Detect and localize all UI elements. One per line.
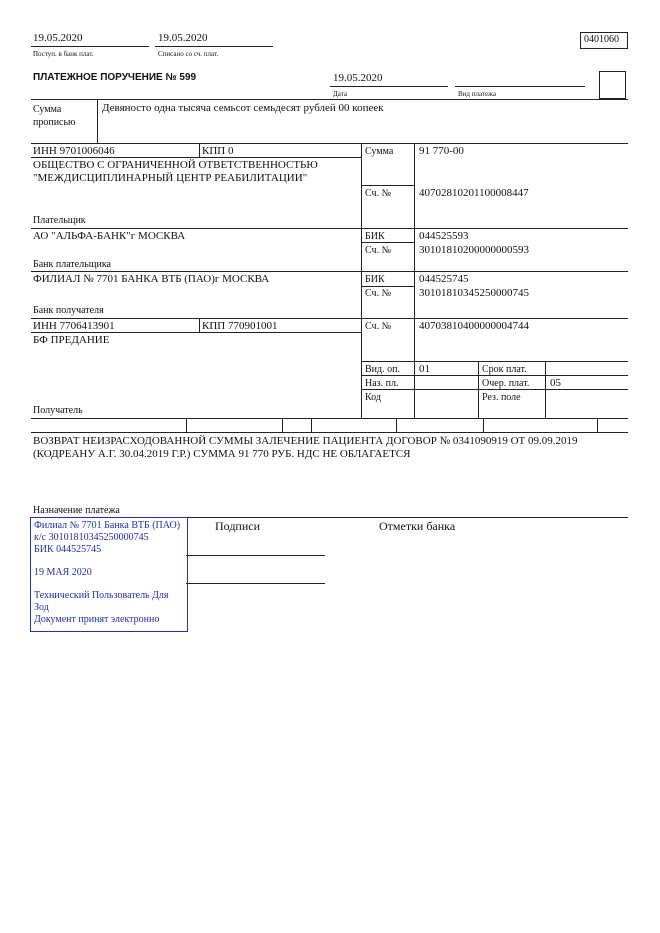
page-title: ПЛАТЕЖНОЕ ПОРУЧЕНИЕ № 599 [33, 72, 197, 83]
divider [361, 242, 414, 243]
amount-label: Сумма [365, 146, 394, 157]
stamp-user-line1: Технический Пользователь Для [34, 590, 169, 601]
divider [361, 375, 628, 376]
form-code: 0401060 [584, 34, 619, 45]
divider [478, 361, 479, 418]
payee-bank-account: 30101810345250000745 [419, 287, 529, 299]
purpose-line2: (КОДРЕАНУ А.Г. 30.04.2019 Г.Р.) СУММА 91 770 РУБ. НДС НЕ ОБЛАГАЕТСЯ [33, 448, 411, 460]
kod-label: Код [365, 392, 381, 403]
divider [31, 228, 628, 229]
divider [361, 286, 414, 287]
received-label: Поступ. в банк плат. [33, 50, 94, 58]
divider [186, 418, 187, 432]
form-code-box [580, 32, 628, 49]
divider [311, 418, 312, 432]
stamp-line3: БИК 044525745 [34, 544, 102, 555]
received-date: 19.05.2020 [33, 32, 83, 44]
bank-stamp [30, 517, 188, 632]
debited-date: 19.05.2020 [158, 32, 208, 44]
purpose-line1: ВОЗВРАТ НЕИЗРАСХОДОВАННОЙ СУММЫ ЗАЛЕЧЕНИЕ ПАЦИЕНТА ДОГОВОР № 0341090919 ОТ 09.09.2019 [33, 435, 578, 447]
stamp-line2: к/с 30101810345250000745 [34, 532, 149, 543]
amount-value: 91 770-00 [419, 145, 464, 157]
signature-line-2 [186, 583, 325, 584]
divider [31, 46, 149, 47]
signatures-label: Подписи [215, 519, 261, 533]
payer-bank-account-label: Сч. № [365, 245, 392, 256]
amount-words-label-1: Сумма [33, 104, 62, 115]
payee-account-label: Сч. № [365, 321, 392, 332]
payment-type-label: Вид платежа [458, 90, 497, 98]
divider [31, 143, 628, 144]
divider [361, 389, 628, 390]
payee-bank-name: ФИЛИАЛ № 7701 БАНКА ВТБ (ПАО)г МОСКВА [33, 273, 270, 285]
payee-bik: 044525745 [419, 273, 469, 285]
divider [361, 361, 628, 362]
payer-account-label: Сч. № [365, 188, 392, 199]
payer-kpp: КПП 0 [202, 145, 234, 157]
divider [545, 361, 546, 418]
payee-account: 40703810400000004744 [419, 320, 529, 332]
stamp-line1: Филиал № 7701 Банка ВТБ (ПАО) [34, 520, 181, 531]
rez-pole-label: Рез. поле [482, 392, 521, 403]
payment-type-box [599, 71, 626, 99]
payer-bank-label: Банк плательщика [33, 259, 111, 270]
payer-inn: ИНН 9701006046 [33, 145, 115, 157]
divider [31, 99, 628, 100]
stamp-user-line2: Зод [34, 602, 49, 613]
divider [597, 418, 598, 432]
payer-name-line2: "МЕЖДИСЦИПЛИНАРНЫЙ ЦЕНТР РЕАБИЛИТАЦИИ" [33, 172, 308, 184]
divider [31, 157, 361, 158]
debited-label: Списано со сч. плат. [158, 50, 219, 58]
srok-label: Срок плат. [482, 364, 527, 375]
payee-kpp: КПП 770901001 [202, 320, 278, 332]
divider [330, 86, 448, 87]
divider [396, 418, 397, 432]
ochered-label: Очер. плат. [482, 378, 530, 389]
payee-bank-label: Банк получателя [33, 305, 104, 316]
amount-words-label-2: прописью [33, 117, 76, 128]
doc-date: 19.05.2020 [333, 72, 383, 84]
divider [483, 418, 484, 432]
divider [31, 432, 628, 433]
vid-op-value: 01 [419, 363, 430, 375]
payee-bik-label: БИК [365, 274, 385, 285]
divider [414, 143, 415, 418]
divider [31, 271, 628, 272]
divider [155, 46, 273, 47]
divider [282, 418, 283, 432]
vid-op-label: Вид. оп. [365, 364, 400, 375]
amount-words: Девяносто одна тысяча семьсот семьдесят рублей 00 копеек [102, 102, 384, 114]
payee-bank-account-label: Сч. № [365, 288, 392, 299]
stamp-date: 19 МАЯ 2020 [34, 567, 92, 578]
bank-marks-label: Отметки банка [379, 519, 456, 533]
purpose-label: Назначение платежа [33, 505, 120, 516]
payee-label: Получатель [33, 405, 83, 416]
payer-bik-label: БИК [365, 231, 385, 242]
payer-bank-account: 30101810200000000593 [419, 244, 529, 256]
payer-bik: 044525593 [419, 230, 469, 242]
divider [361, 185, 414, 186]
stamp-status: Документ принят электронно [34, 614, 160, 625]
payer-account: 40702810201100008447 [419, 187, 529, 199]
payer-bank-name: АО "АЛЬФА-БАНК"г МОСКВА [33, 230, 186, 242]
divider [199, 143, 200, 157]
ochered-value: 05 [550, 377, 561, 389]
naz-pl-label: Наз. пл. [365, 378, 399, 389]
payer-name-line1: ОБЩЕСТВО С ОГРАНИЧЕННОЙ ОТВЕТСТВЕННОСТЬЮ [33, 159, 318, 171]
payee-name: БФ ПРЕДАНИЕ [33, 334, 110, 346]
divider [455, 86, 585, 87]
payer-label: Плательщик [33, 215, 86, 226]
divider [31, 418, 628, 419]
divider [199, 318, 200, 332]
divider [97, 99, 98, 143]
divider [31, 332, 361, 333]
date-label: Дата [333, 90, 347, 98]
divider [31, 318, 628, 319]
signature-line-1 [186, 555, 325, 556]
payee-inn: ИНН 7706413901 [33, 320, 115, 332]
